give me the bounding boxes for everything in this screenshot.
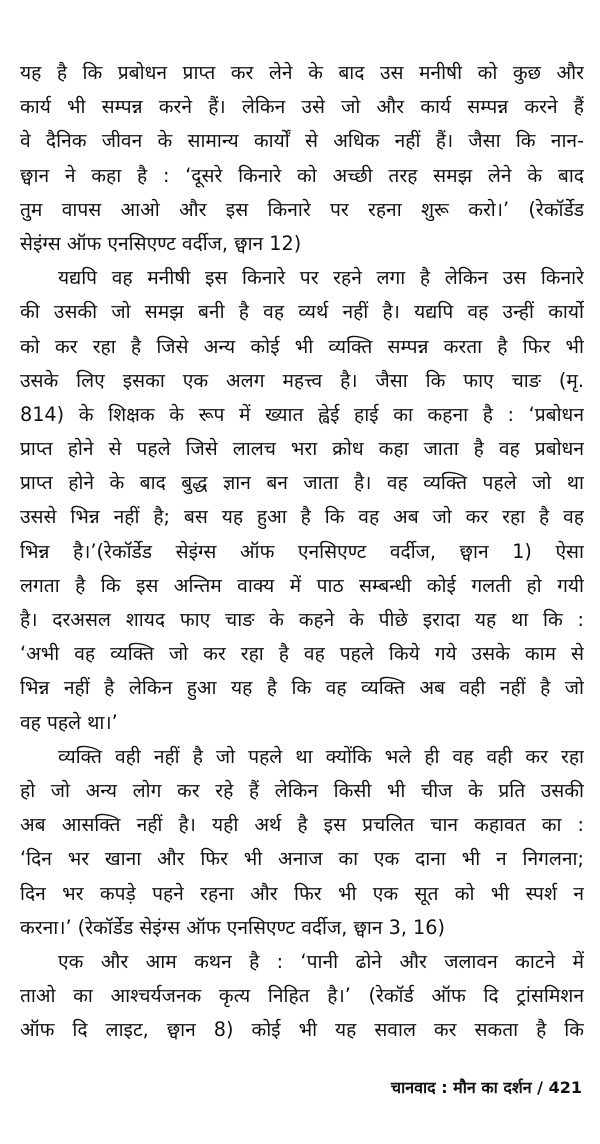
text-line: ‘अभी वह व्यक्ति जो कर रहा है वह पहले किये गये उसके काम से xyxy=(20,642,584,666)
text-line: को कर रहा है जिसे अन्य कोई भी व्यक्ति सम्पन्न करता है फिर भी xyxy=(20,334,584,358)
text-line: प्राप्त होने के बाद बुद्ध ज्ञान बन जाता है। वह व्यक्ति पहले जो था xyxy=(20,471,584,495)
text-line: ऑफ दि लाइट, छ्वान 8) कोई भी यह सवाल कर सकता है कि xyxy=(20,1018,584,1042)
text-line: भिन्न है।’(रेकॉर्डेड सेइंग्स ऑफ एनसिएण्ट वर्दीज, छ्वान 1) ऐसा xyxy=(20,539,584,563)
text-line: सेइंग्स ऑफ एनसिएण्ट वर्दीज, छ्वान 12) xyxy=(20,231,302,255)
text-line: अब आसक्ति नहीं है। यही अर्थ है इस प्रचलित चान कहावत का : xyxy=(20,813,584,837)
text-line: लगता है कि इस अन्तिम वाक्य में पाठ सम्बन्धी कोई गलती हो गयी xyxy=(20,573,584,597)
text-line: ‘दिन भर खाना और फिर भी अनाज का एक दाना भी न निगलना; xyxy=(20,847,584,871)
text-line: यह है कि प्रबोधन प्राप्त कर लेने के बाद उस मनीषी को कुछ और xyxy=(20,61,584,84)
text-line: ताओ का आश्चर्यजनक कृत्य निहित है।’ (रेकॉर्ड ऑफ दि ट्रांसमिशन xyxy=(20,984,584,1008)
text-line: छ्वान ने कहा है : ‘दूसरे किनारे को अच्छी तरह समझ लेने के बाद xyxy=(20,163,584,187)
text-line: उससे भिन्न नहीं है; बस यह हुआ है कि वह अब जो कर रहा है वह xyxy=(20,505,584,529)
text-line: दिन भर कपड़े पहने रहना और फिर भी एक सूत को भी स्पर्श न xyxy=(20,881,584,905)
paragraph-first-line: व्यक्ति वही नहीं है जो पहले था क्योंकि भले ही वह वही कर रहा xyxy=(58,744,584,768)
text-line: की उसकी जो समझ बनी है वह व्यर्थ नहीं है। यद्यपि वह उन्हीं कार्यो xyxy=(20,300,584,324)
text-line: हो जो अन्य लोग कर रहे हैं लेकिन किसी भी चीज के प्रति उसकी xyxy=(20,778,584,802)
text-line: वे दैनिक जीवन के सामान्य कार्यों से अधिक नहीं हैं। जैसा कि नान- xyxy=(20,129,584,153)
running-footer: चानवाद : मौन का दर्शन / 421 xyxy=(390,1078,582,1097)
text-line: प्राप्त होने से पहले जिसे लालच भरा क्रोध कहा जाता है वह प्रबोधन xyxy=(20,437,584,461)
text-line: कार्य भी सम्पन्न करने हैं। लेकिन उसे जो और कार्य सम्पन्न करने हैं xyxy=(20,95,584,119)
text-line: तुम वापस आओ और इस किनारे पर रहना शुरू करो।’ (रेकॉर्डेड xyxy=(20,197,584,221)
body-text xyxy=(20,56,584,1047)
paragraph-first-line: एक और आम कथन है : ‘पानी ढोने और जलावन काटने में xyxy=(58,949,584,973)
text-line: 814) के शिक्षक के रूप में ख्यात ह्वेई हाई का कहना है : ‘प्रबोधन xyxy=(20,402,584,426)
paragraph-first-line: यद्यपि वह मनीषी इस किनारे पर रहने लगा है लेकिन उस किनारे xyxy=(58,266,584,290)
text-line: करना।’ (रेकॉर्डेड सेइंग्स ऑफ एनसिएण्ट वर्दीज, छ्वान 3, 16) xyxy=(20,915,445,939)
text-line: उसके लिए इसका एक अलग महत्त्व है। जैसा कि फाए चाङ (मृ. xyxy=(20,368,584,392)
text-line: भिन्न नहीं है लेकिन हुआ यह है कि वह व्यक्ति अब वही नहीं है जो xyxy=(20,676,584,700)
text-line: वह पहले था।’ xyxy=(20,710,118,734)
text-line: है। दरअसल शायद फाए चाङ के कहने के पीछे इरादा यह था कि : xyxy=(20,608,584,631)
